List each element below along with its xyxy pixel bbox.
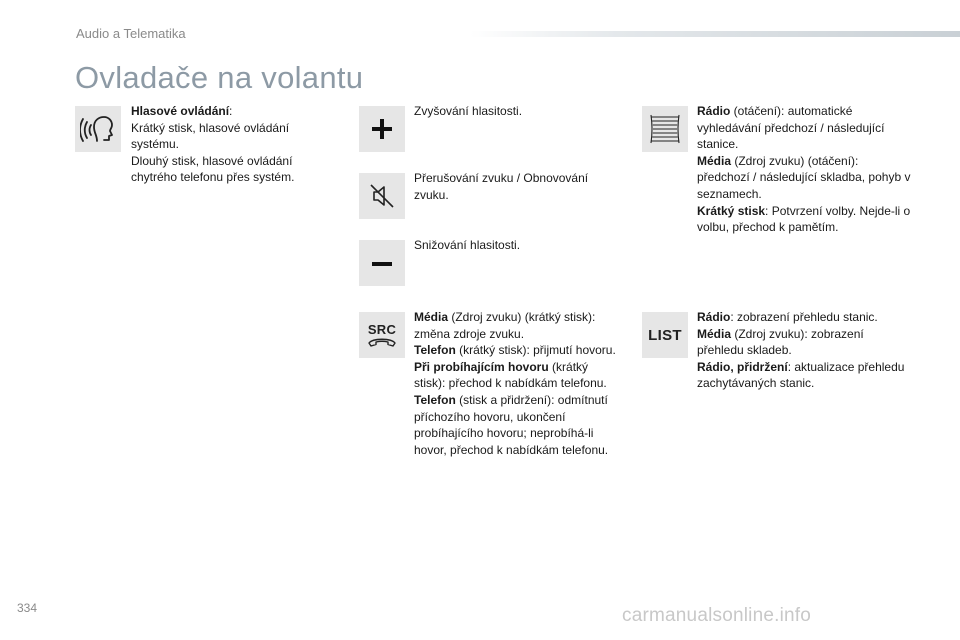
mute-description: Přerušování zvuku / Obnovování zvuku.: [414, 171, 589, 202]
src-phone-icon: [367, 323, 397, 348]
phone-handset-icon: [367, 336, 397, 348]
minus-icon: [370, 251, 394, 275]
thumbwheel-description: Rádio (otáčení): automatické vyhledávání předchozí / následující stanice. Média (Zdroj zvuku) (otáčení): předchozí / následující skladba, pohyb v seznamech. Krátký stisk: Potvrzení volby. Nejde-li o volbu, přechod k pamětím.: [697, 104, 911, 235]
thumbwheel-button: [642, 106, 688, 152]
voice-short-press-text: Krátký stisk, hlasové ovládání systému.: [131, 120, 290, 152]
voice-long-press-text: Dlouhý stisk, hlasové ovládání chytrého telefonu přes systém.: [131, 153, 295, 185]
volume-up-button: [359, 106, 405, 152]
src-icon-label: SRC: [367, 321, 397, 337]
list-icon-label: LIST: [648, 326, 682, 344]
voice-command-button: [75, 106, 121, 152]
list-button: [642, 312, 688, 358]
src-button: [359, 312, 405, 358]
header-divider-bar: [470, 31, 960, 37]
src-description: Média (Zdroj zvuku) (krátký stisk): změna zdroje zvuku. Telefon (krátký stisk): přijmutí hovoru. Při probíhajícím hovoru (krátký stisk): přechod k nabídkám telefonu. Telefon (stisk a přidržení): odmítnutí příchozího hovoru, ukončení probíhajícího hovoru; neprobíhá-li hovor, přechod k nabídkám telefonu.: [414, 310, 616, 457]
voice-command-icon: [80, 111, 116, 147]
volume-up-description: Zvyšování hlasitosti.: [414, 104, 523, 118]
voice-command-description: Hlasové ovládání: Krátký stisk, hlasové ovládání systému. Dlouhý stisk, hlasové ovládání chytrého telefonu přes systém.: [131, 104, 295, 185]
watermark: carmanualsonline.info: [622, 605, 812, 626]
page-title: Ovladače na volantu: [75, 60, 364, 95]
plus-icon: [370, 117, 394, 141]
mute-icon: [367, 181, 397, 211]
volume-down-button: [359, 240, 405, 286]
volume-down-description: Snižování hlasitosti.: [414, 238, 521, 252]
page-number: 334: [17, 601, 38, 615]
voice-command-label: Hlasové ovládání: [131, 104, 230, 118]
section-header: Audio a Telematika: [76, 26, 186, 41]
mute-button: [359, 173, 405, 219]
list-description: Rádio: zobrazení přehledu stanic. Média (Zdroj zvuku): zobrazení přehledu skladeb. Rádio, přidržení: aktualizace přehledu zachytávaných stanic.: [697, 310, 905, 391]
thumbwheel-icon: [648, 113, 682, 145]
